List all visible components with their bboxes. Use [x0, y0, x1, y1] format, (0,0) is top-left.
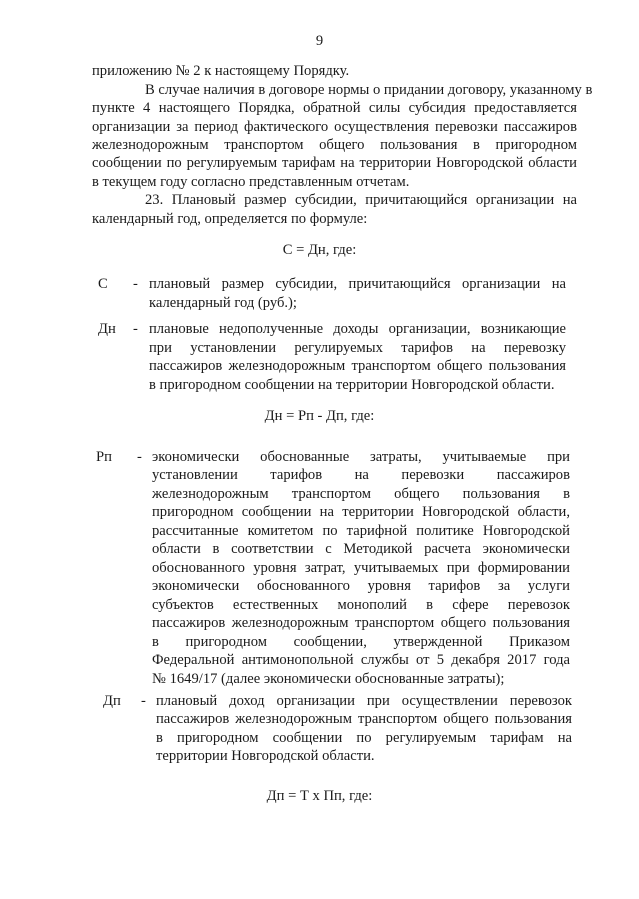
text-line: субъектов естественных монополий в сфере перевозок	[152, 597, 570, 613]
text-line: 23. Плановый размер субсидии, причитающийся организации на	[145, 192, 577, 208]
text-line: пассажиров железнодорожным транспортом общего пользования	[156, 711, 572, 727]
text-line: сообщении по регулируемым тарифам на территории Новгородской области	[92, 155, 577, 171]
text-line: В случае наличия в договоре нормы о придании договору, указанному в	[145, 82, 593, 98]
text-line: рассчитанные комитетом по тарифной политике Новгородской	[152, 523, 570, 539]
text-line: обоснованного уровня затрат, учитываемых при формировании	[152, 560, 570, 576]
text-line: календарный год (руб.);	[149, 295, 297, 311]
text-line: № 1649/17 (далее экономически обоснованные затраты);	[152, 671, 505, 687]
text-line: организации за период фактического осуществления перевозки пассажиров	[92, 119, 577, 135]
text-line: плановый доход организации при осуществлении перевозок	[156, 693, 572, 709]
text-line: экономически обоснованные затраты, учитываемые при	[152, 449, 570, 465]
text-line: в пригородном сообщении на территории Новгородской области.	[149, 377, 555, 393]
text-line: установлении тарифов на перевозки пассажиров	[152, 467, 570, 483]
page-number: 9	[315, 33, 324, 49]
formula: Дн = Рп - Дп, где:	[264, 408, 375, 424]
definition-symbol: С	[98, 276, 108, 292]
definition-dash: -	[133, 321, 138, 337]
text-line: календарный год, определяется по формуле:	[92, 211, 368, 227]
definition-dash: -	[137, 449, 142, 465]
text-line: пункте 4 настоящего Порядка, обратной силы субсидия предоставляется	[92, 100, 577, 116]
definition-symbol: Дп	[103, 693, 121, 709]
text-line: пассажиров железнодорожным транспортом общего пользования	[149, 358, 566, 374]
text-line: экономически обоснованного уровня тарифов за услуги	[152, 578, 570, 594]
text-line: в пригородном сообщении по регулируемым тарифам на	[156, 730, 572, 746]
formula: С = Дн, где:	[282, 242, 357, 258]
text-line: плановые недополученные доходы организации, возникающие	[149, 321, 566, 337]
definition-symbol: Дн	[98, 321, 116, 337]
text-line: железнодорожным транспортом общего пользования в	[152, 486, 570, 502]
text-line: территории Новгородской области.	[156, 748, 375, 764]
definition-dash: -	[141, 693, 146, 709]
text-line: области в соответствии с Методикой расчета экономически	[152, 541, 570, 557]
text-line: Федеральной антимонопольной службы от 5 декабря 2017 года	[152, 652, 570, 668]
text-line: в пригородном сообщении, утвержденной Приказом	[152, 634, 570, 650]
text-line: железнодорожным транспортом общего пользования в пригородном	[92, 137, 577, 153]
definition-symbol: Рп	[96, 449, 112, 465]
text-line: пригородном сообщении на территории Новгородской области,	[152, 504, 570, 520]
formula: Дп = Т х Пп, где:	[266, 788, 373, 804]
text-line: при установлении регулируемых тарифов на перевозку	[149, 340, 566, 356]
text-line: в текущем году согласно представленным отчетам.	[92, 174, 410, 190]
text-line: пассажиров железнодорожным транспортом общего пользования	[152, 615, 570, 631]
definition-dash: -	[133, 276, 138, 292]
text-line: плановый размер субсидии, причитающийся организации на	[149, 276, 566, 292]
text-line: приложению № 2 к настоящему Порядку.	[92, 63, 350, 79]
